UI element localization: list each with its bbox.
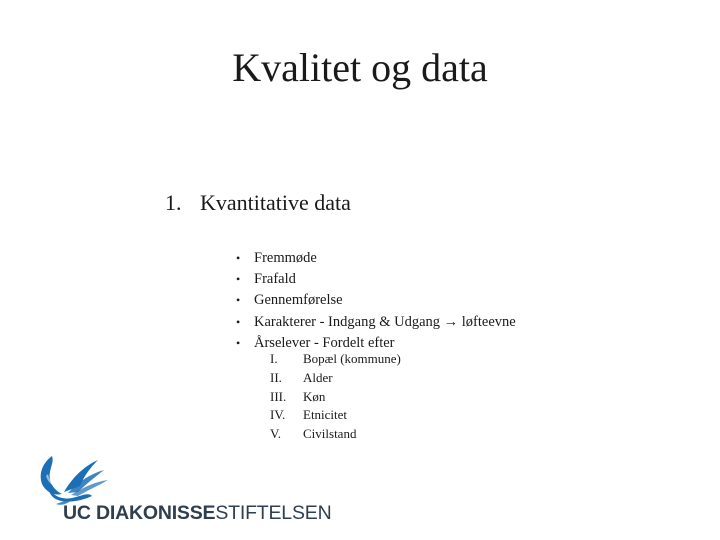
logo-wordmark (63, 502, 331, 525)
bullet-item (236, 248, 516, 269)
sublist-text: Bopæl (kommune) (303, 351, 401, 366)
bullet-icon: • (236, 272, 241, 287)
roman-numeral: IV. (270, 407, 286, 423)
bullet-icon: • (236, 293, 241, 308)
bullet-text: Frafald (254, 271, 296, 288)
logo-wordmark-light: STIFTELSEN (215, 502, 332, 524)
slide-title: Kvalitet og data (232, 45, 488, 90)
sublist-item (270, 388, 401, 407)
sublist-text: Civilstand (303, 426, 357, 442)
section-heading-text: Kvantitative data (200, 190, 351, 215)
sublist-text: Etnicitet (303, 407, 348, 423)
sublist-text: Alder (303, 369, 333, 385)
uc-diakonissestiftelsen-logo (38, 452, 332, 532)
roman-numeral: I. (270, 351, 278, 366)
sublist-text: Køn (303, 388, 326, 404)
sublist-item (270, 369, 401, 388)
bullet-item (236, 290, 516, 311)
section-heading (165, 188, 351, 218)
sublist-item (270, 350, 401, 369)
bullet-icon: • (236, 314, 241, 329)
roman-numeral: III. (270, 388, 287, 404)
roman-numeral: II. (270, 369, 282, 385)
section-number: 1. (165, 190, 182, 215)
bullet-text: Karakterer - Indgang & Udgang → løfteevne (254, 313, 516, 330)
sublist-item (270, 425, 401, 444)
roman-sublist (270, 350, 401, 444)
bullet-item (236, 269, 516, 290)
roman-numeral: V. (270, 426, 281, 442)
bullet-text: Fremmøde (254, 250, 317, 266)
bullet-text: Årselever - Fordelt efter (254, 334, 395, 351)
bullet-icon: • (236, 251, 241, 265)
bullet-list (236, 248, 516, 354)
bullet-text: Gennemførelse (254, 292, 343, 309)
bullet-item (236, 312, 516, 333)
bullet-icon: • (236, 335, 241, 350)
logo-wordmark-bold: UC DIAKONISSE (63, 502, 216, 524)
sublist-item (270, 406, 401, 425)
